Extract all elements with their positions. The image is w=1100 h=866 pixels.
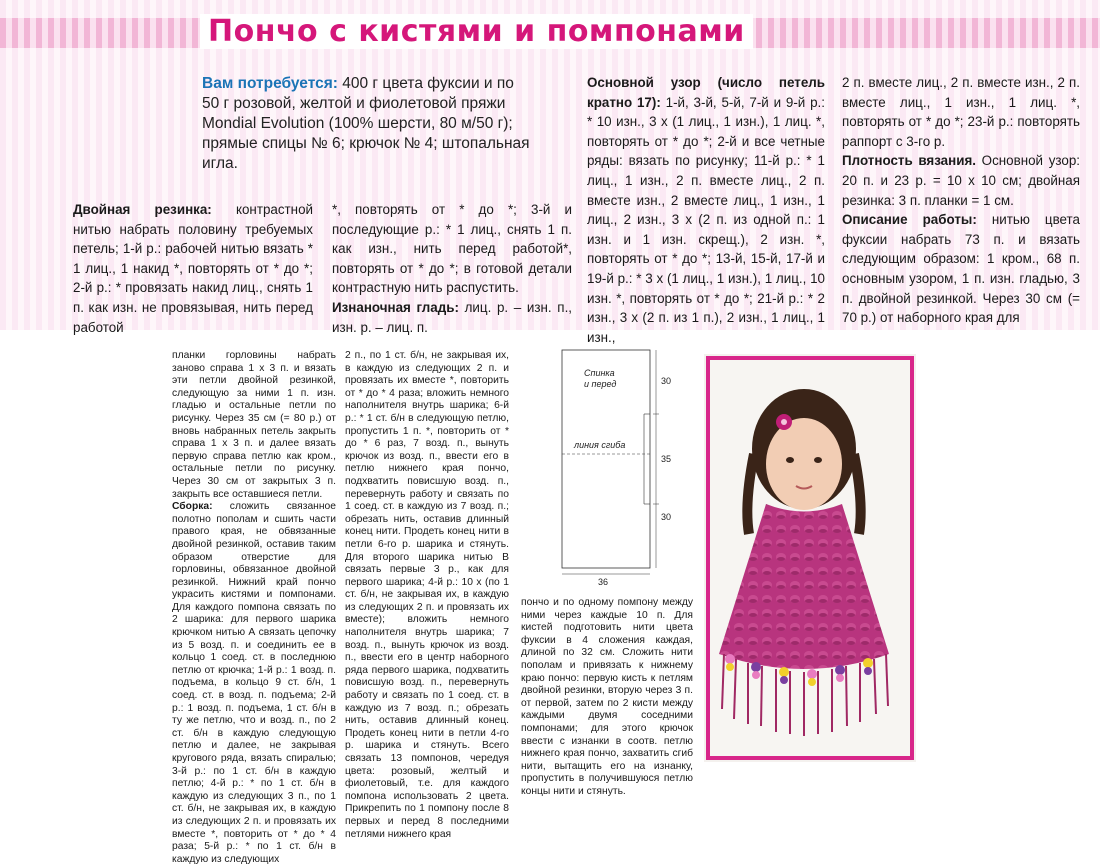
small-column-1 <box>172 350 336 866</box>
column-2 <box>332 200 572 337</box>
materials-paragraph <box>202 74 532 174</box>
main-pattern-text: 1-й, 3-й, 5-й, 7-й и 9-й р.: * 10 изн., 3 х (1 лиц., 1 изн.), 1 лиц. *, повторять от * до *; 2-й и все четные ряды: вязать по рисунку; 11-й р.: * 1 лиц., 1 изн., 2 п. вместе лиц., 2 п. вместе изн., 2 вместе лиц., 1 изн., 1 лиц., 2 изн., 3 х (2 п. из одной п.: 1 изн. и 1 изн. скрещ.), 2 изн. *, повторять от * до *; 13-й, 15-й, 17-й и 19-й р.: * 3 х (1 лиц., 1 изн.), 1 лиц., 10 изн. *, повторять от * до *; 21-й р.: * 2 изн., 3 х (2 п. из 1 п.), 2 изн., 1 лиц., 1 изн., <box>587 94 825 345</box>
model-photo <box>704 354 916 762</box>
work-text: нитью цвета фуксии набрать 73 п. и вязать следующим образом: 1 кром., 68 п. основным узором, 1 п. изн. гладью, 3 п. двойной резинкой. Через 30 см (= 70 р.) от наборного края для <box>842 212 1080 326</box>
dimension-top: 30 <box>661 376 672 386</box>
rib-label: Двойная резинка: <box>73 202 212 217</box>
face <box>766 418 842 510</box>
column-4 <box>842 73 1080 328</box>
assembly-paragraph <box>172 501 336 866</box>
materials-label: Вам потребуется: <box>202 75 338 92</box>
density-paragraph <box>842 151 1080 210</box>
density-label: Плотность вязания. <box>842 153 976 169</box>
main-pattern-paragraph <box>587 73 825 347</box>
schematic-label-front: и перед <box>584 379 617 389</box>
main-pattern-label: Основной узор (число петель кратно 17): <box>587 75 825 110</box>
purl-text: лиц. р. – изн. п., изн. р. – лиц. п. <box>332 299 573 335</box>
neckband-paragraph: планки горловины набрать заново справа 1 х 3 п. и вязать эти петли двойной резинкой, следующую за ними 1 п. изн. гладью и остальные петли по рисунку. Через 35 см (= 80 р.) от вновь набранных петель закрыть справа 1 х 3 п. и далее вязать первую справа петлю как кром., остальные петли по рисунку. Через 30 см от закрытых 3 п. закрыть все оставшиеся петли. <box>172 350 336 500</box>
materials-text: 400 г цвета фуксии и по 50 г розовой, желтой и фиолетовой пряжи Mondial Evolution (100% шерсти, 80 м/50 г); прямые спицы № 6; крючок № 4; штопальная игла. <box>202 75 530 172</box>
work-label: Описание работы: <box>842 212 977 228</box>
small-column-3: пончо и по одному помпону между ними через каждые 10 п. Для кистей подготовить нити цвета фуксии в 4 сложения каждая, длиной по 32 см. Сложить нити пополам и привязать к нижнему краю пончо: первую кисть к петлям двойной резинки, вторую через 3 п. от первой, затем по 2 кисти между каждыми двумя соседними помпонами; для этого крючок ввести с изнанки в соотв. петлю нижнего края пончо, захватить сгиб нити, вытащить его на изнанку, пропустить в получившуюся петлю концы нити и стянуть. <box>521 597 693 797</box>
dimension-width: 36 <box>598 577 609 587</box>
work-paragraph <box>842 210 1080 328</box>
rib-paragraph <box>73 200 313 337</box>
schematic-label-back: Спинка <box>584 368 615 378</box>
assembly-label: Сборка: <box>172 501 213 513</box>
page-title: Пончо с кистями и помпонами <box>200 14 753 49</box>
main-pattern-continuation: 2 п. вместе лиц., 2 п. вместе изн., 2 п. вместе лиц., 1 изн., 1 лиц. *, повторять от * до *; 23-й р.: повторять раппорт с 3-го р. <box>842 75 1080 149</box>
small-column-2: 2 п., по 1 ст. б/н, не закрывая их, в каждую из следующих 2 п. и провязать их вместе *, повторить от * до * 4 раза; вложить немного наполнителя внутрь шарика; 6-й р.: * 1 ст. б/н в следующую петлю, пропустить 1 п. *, повторить от * до * 6 раз, 7 возд. п., вынуть крючок из возд. п., ввести его в петлю нижнего края пончо, подхватить повисшую возд. п., перевернуть работу и связать по 1 соед. ст. в каждую из 7 возд. п.; обрезать нить, оставив длинный конец нити. Продеть конец нити в петли 6-го р. шарика и стянуть. Для второго шарика нитью В связать первые 3 р., как для первого шарика; 4-й р.: 10 х (по 1 ст. б/н, не закрывая их, в каждую из следующих 2 п. и провязать их вместе); вложить немного наполнителя внутрь шарика; 7 возд. п., вынуть крючок из возд. п., ввести его в центр наборного ряда первого шарика, подхватить повисшую возд. п., перевернуть работу и связать по 1 соед. ст. в каждую из 7 возд. п.; обрезать нить, оставив длинный конец. Продеть конец нити в петли 4-го р. шарика и стянуть. Всего связать 13 помпонов, чередуя цвета: розовый, желтый и фиолетовый, т.е. для каждого помпона использовать 2 цвета. Прикрепить по 1 помпону после 8 первых и перед 8 последними петлями нижнего края <box>345 350 509 840</box>
dimension-bottom: 30 <box>661 512 672 522</box>
rib-continuation: *, повторять от * до *; 3-й и последующие р.: * 1 лиц., снять 1 п. как изн., нить перед работой*, повторять от * до *; в готовой детали контрастную нить распустить. <box>332 202 572 296</box>
purl-paragraph <box>332 298 572 337</box>
rib-text: контрастной нитью набрать половину требуемых петель; 1-й р.: рабочей нитью вязать * 1 лиц., 1 накид *, повторять от * до *; 2-й р.: * провязать накид лиц., снять 1 п. как изн. не провязывая, нить перед работой <box>73 202 313 335</box>
fold-line-label: линия сгиба <box>574 440 626 450</box>
density-text: Основной узор: 20 п. и 23 р. = 10 х 10 см; двойная резинка: 3 п. планки = 1 см. <box>842 153 1080 208</box>
assembly-text: сложить связанное полотно пополам и сшить части правого края, не обвязанные двойной резинкой, оставив таким образом отверстие для горловины, обвязанное двойной резинкой. Нижний край пончо украсить кистями и помпонами. Для каждого помпона связать по 2 шарика: для первого шарика крючком нитью А связать цепочку из 5 возд. п. и соединить ее в кольцо 1 соед. ст. в последнюю петлю от крючка; 1-й р.: 1 возд. п. подъема, в кольцо 9 ст. б/н, 1 соед. ст. в возд. п. подъема; 2-й р.: 1 возд. п. подъема, 1 ст. б/н в ту же петлю, что и возд. п., по 2 ст. б/н в каждую следующую петлю и далее, не закрывая кругового ряда, вязать спиралью; 3-й р.: по 1 ст. б/н в каждую петлю; 4-й р.: * по 1 ст. б/н в каждую из следующих 3 п., по 1 ст. б/н, не закрывая их, в каждую из следующих 2 п. и провязать их вместе *, повторить от * до * 4 раза; 5-й р.: * по 1 ст. б/н в каждую из следующих <box>172 501 336 865</box>
dimension-middle: 35 <box>661 454 672 464</box>
purl-label: Изнаночная гладь: <box>332 299 459 315</box>
pattern-schematic <box>540 342 690 592</box>
